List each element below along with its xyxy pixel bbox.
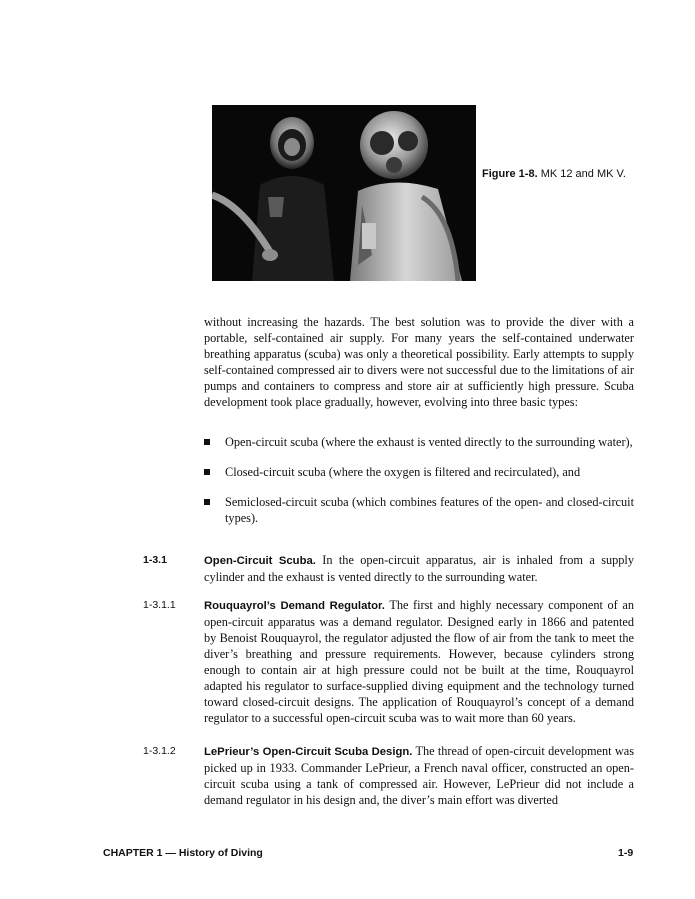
- figure-label: Figure 1-8.: [482, 168, 538, 180]
- section-paragraph: [204, 743, 634, 808]
- figure-caption-text: MK 12 and MK V.: [540, 168, 626, 180]
- section-number: 1-3.1: [143, 554, 167, 566]
- intro-paragraph: without increasing the hazards. The best solution was to provide the diver with a portable, self-contained air supply. For many years the self-contained underwater breathing apparatus (scuba) was only a theoretical possibility. Early attempts to supply self-contained compressed air to divers were not successful due to the limitations of air pumps and containers to compress and store air at sufficiently high pressure. Scuba development took place gradually, however, evolving into three basic types:: [204, 315, 634, 409]
- section-heading: LePrieur’s Open-Circuit Scuba Design.: [204, 746, 413, 758]
- bullet-square-icon: [204, 499, 210, 505]
- bullet-square-icon: [204, 469, 210, 475]
- section-number: 1-3.1.2: [143, 745, 176, 757]
- section-text: The first and highly necessary component of an open-circuit apparatus was a demand regulator. Designed early in 1866 and patented by Benoist Rouquayrol, the regulator adjusted the flow of air from the tank to meet the diver’s breathing and pressure requirements. However, because cylinders strong enough to contain air at high pressure could not be built at the time, Rouquayrol adapted his regulator to surface-supplied diving equipment and the technology turned toward closed-circuit designs. The application of Rouquayrol’s concept of a demand regulator to a successful open-circuit scuba was to wait more than 60 years.: [204, 598, 634, 725]
- list-item: Semiclosed-circuit scuba (which combines features of the open- and closed-circuit types).: [204, 494, 634, 526]
- section-paragraph: [204, 597, 634, 726]
- scuba-types-list: [204, 434, 634, 540]
- section-text: In the open-circuit apparatus, air is inhaled from a supply cylinder and the exhaust is vented directly to the surrounding water.: [204, 553, 634, 584]
- figure-caption: [482, 168, 682, 180]
- section-paragraph: [204, 552, 634, 585]
- section-number: 1-3.1.1: [143, 599, 176, 611]
- bullet-square-icon: [204, 439, 210, 445]
- section-text: The thread of open-circuit development was picked up in 1933. Commander LePrieur, a French naval officer, constructed an open-circuit scuba using a tank of compressed air. However, LePrieur did not include a demand regulator in his design and, the diver’s main effort was diverted: [204, 744, 634, 807]
- list-item: Open-circuit scuba (where the exhaust is vented directly to the surrounding water),: [204, 434, 634, 450]
- section-heading: Open-Circuit Scuba.: [204, 555, 316, 567]
- divers-photo-image: [212, 105, 476, 281]
- footer-page-number: 1-9: [618, 847, 634, 859]
- section-heading: Rouquayrol’s Demand Regulator.: [204, 600, 385, 612]
- footer-chapter: CHAPTER 1 — History of Diving: [103, 847, 263, 859]
- figure-photo: [212, 105, 476, 281]
- list-item: Closed-circuit scuba (where the oxygen is filtered and recirculated), and: [204, 464, 634, 480]
